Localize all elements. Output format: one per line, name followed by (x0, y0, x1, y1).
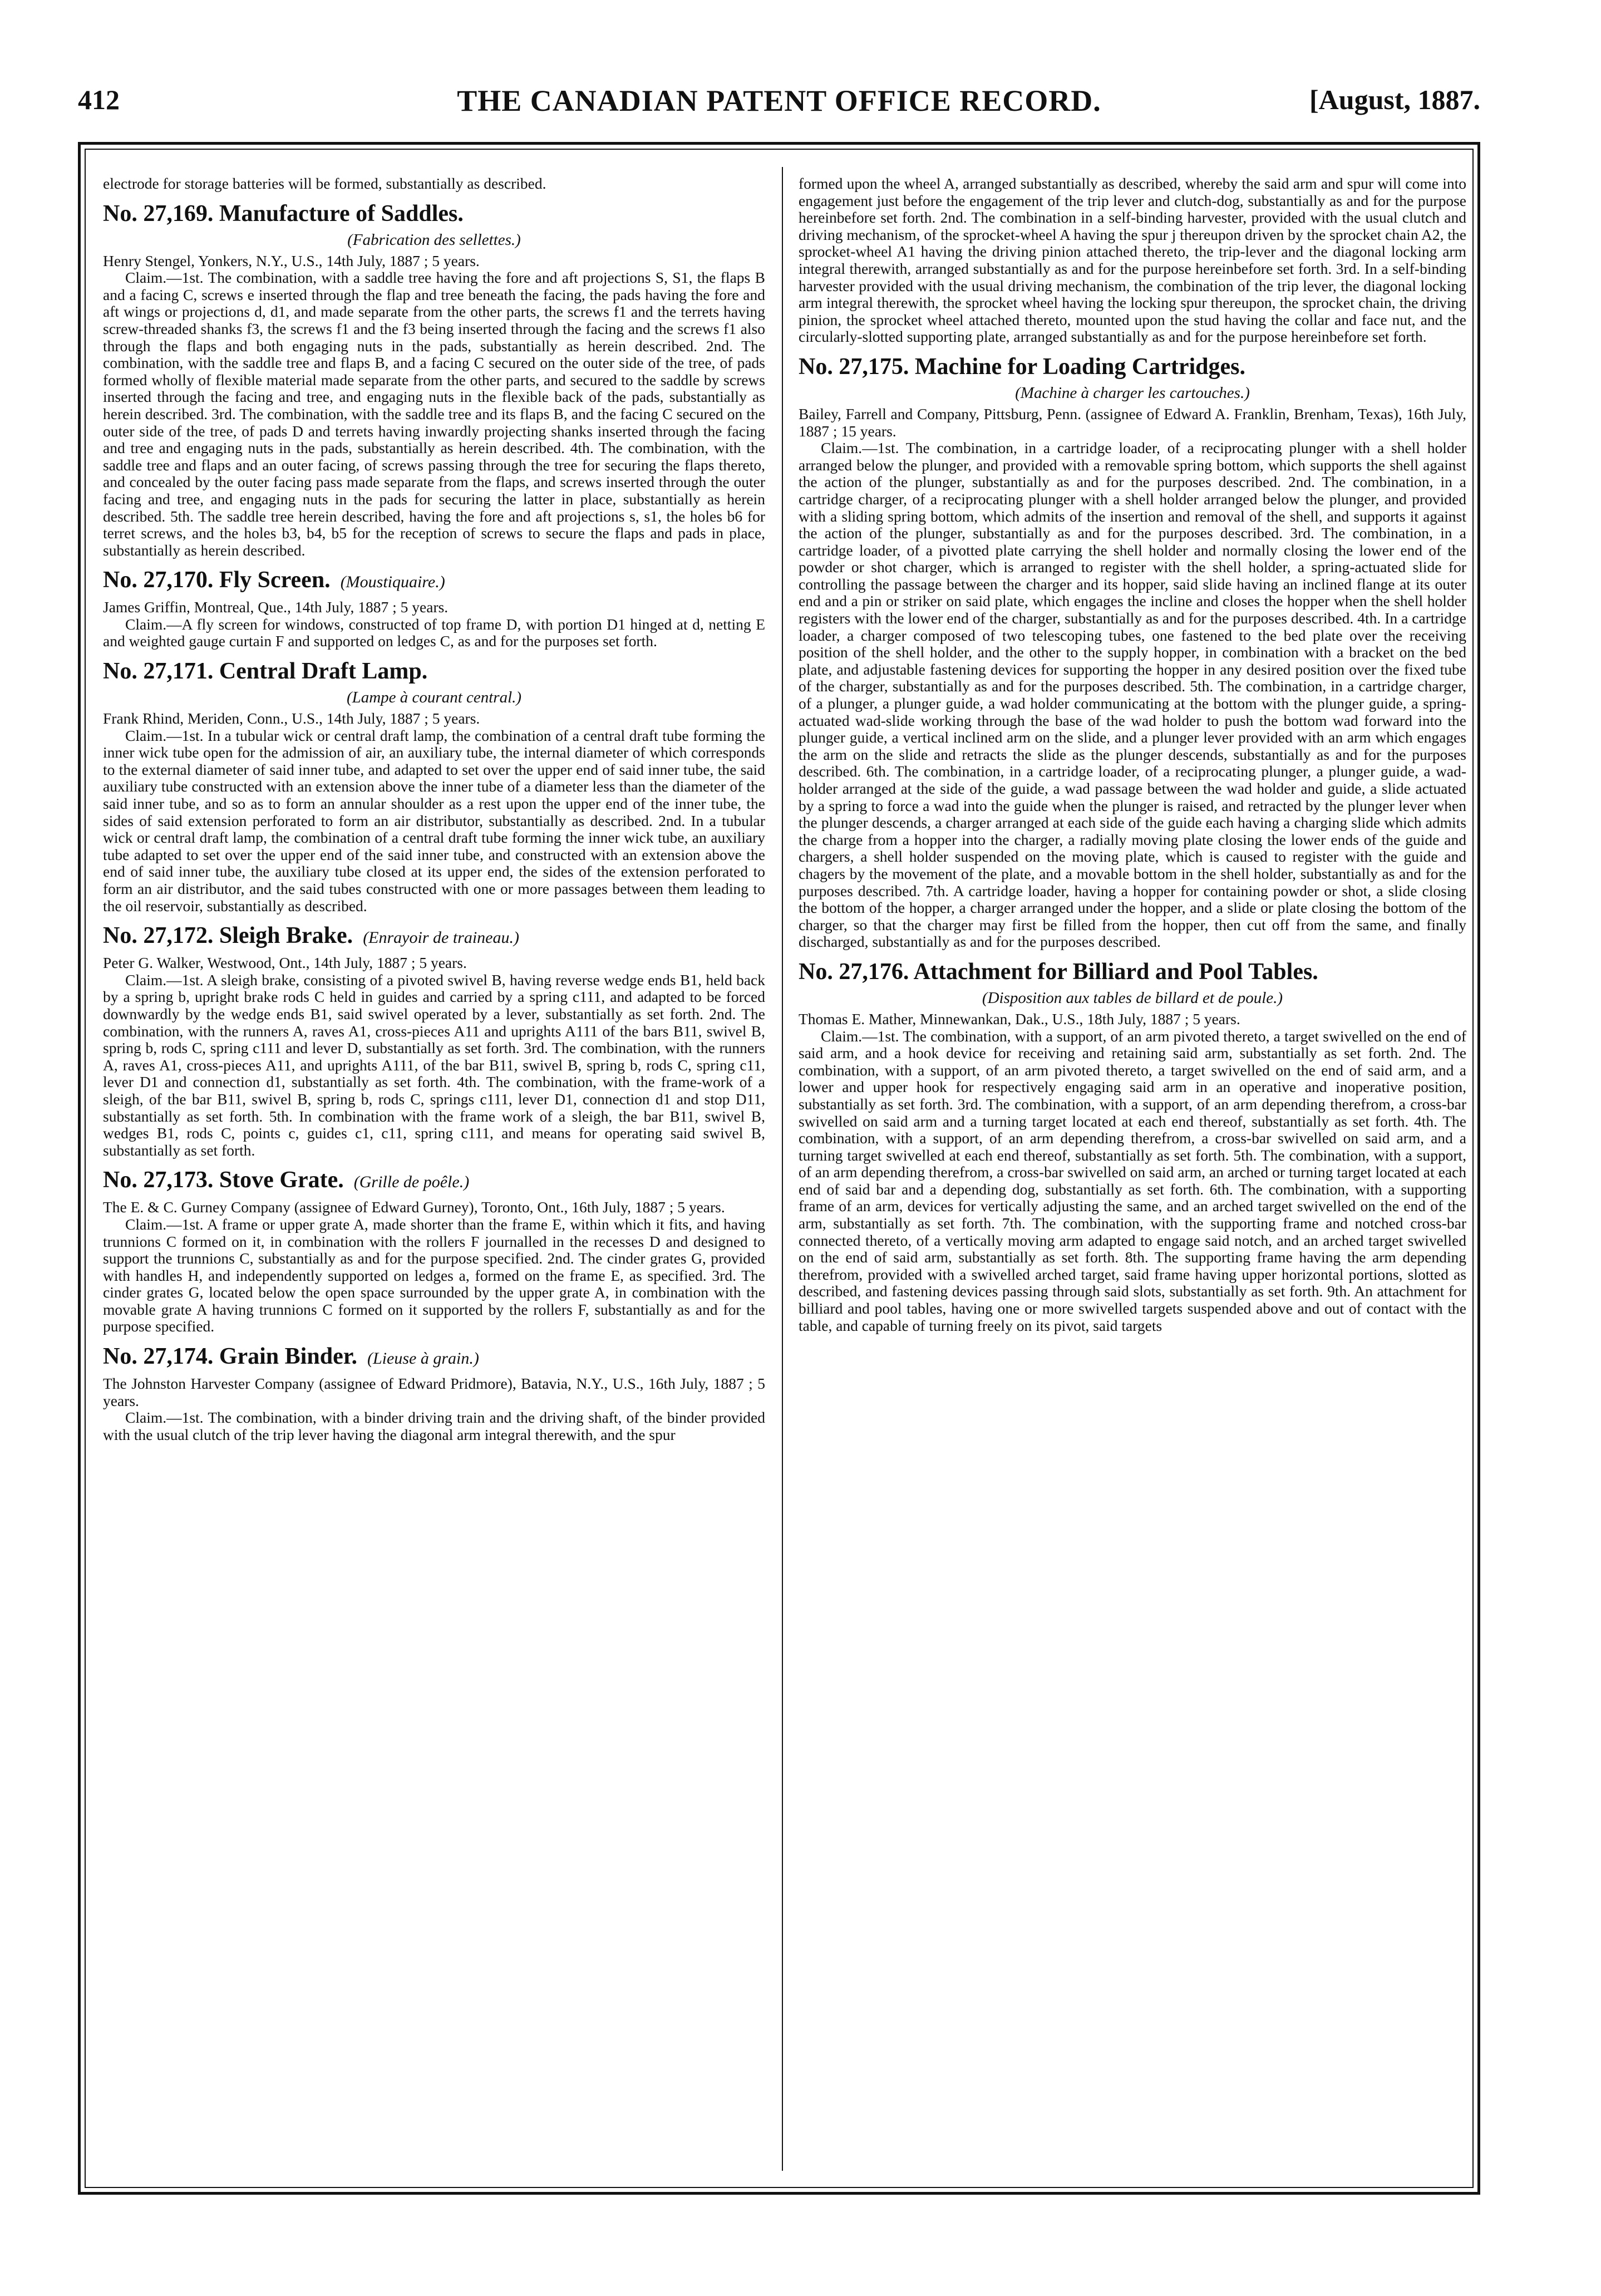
patentee: Thomas E. Mather, Minnewankan, Dak., U.S., 18th July, 1887 ; 5 years. (799, 1010, 1240, 1027)
column-divider (782, 167, 783, 2171)
patent-heading: No. 27,176. Attachment for Billiard and Pool Tables. (799, 958, 1318, 985)
patent-heading (103, 566, 765, 597)
patent-heading: No. 27,171. Central Draft Lamp. (103, 658, 428, 685)
claim-text: Claim.—1st. The combination, in a cartridge loader, of a reciprocating plunger with a shell holder arranged below the plunger, and provided with a removable spring bottom, which supports the shell against the action of the plunger, substantially as and for the purposes described. 2nd. The combination, in a cartridge charger, of a reciprocating plunger with a shell holder arranged below the plunger, and provided with a sliding spring bottom, which admits of the insertion and removal of the shell, and supports it against the action of the plunger, substantially as and for the purposes described. 3rd. The combination, in a cartridge loader, of a pivotted plate carrying the shell holder and normally closing the lower end of the powder or shot charger, which is arranged to register with the shell holder, a spring-actuated slide for controlling the passage between the charger and its hopper, said slide having an inclined flange at its outer end and a pin or striker on said plate, which engages the incline and closes the hopper when the shell holder registers with the lower end of the charger, substantially as and for the purposes described. 4th. In a cartridge loader, a charger composed of two telescoping tubes, one fastened to the bed plate over the receiving position of the shell holder, and the other to the supply hopper, in combination with a bracket on the bed plate, and adjustable fastening devices for supporting the hopper in any desired position over the fixed tube of the charger, substantially as and for the purposes described. 5th. The combination, in a cartridge charger, of a plunger, a plunger guide, a wad holder communicating at the bottom with the plunger guide, a spring-actuated wad-slide working through the base of the wad holder to push the bottom wad forward into the plunger guide, a vertical inclined arm on the slide, and a plunger lever provided with an arm which engages the arm on the slide and retracts the slide as the plunger descends, substantially as and for the purposes described. 6th. The combination, in a cartridge loader, of a reciprocating plunger, a plunger guide, a wad-holder arranged at the side of the guide, a wad passage between the wad holder and guide, a slide actuated by a spring to force a wad into the guide when the plunger is raised, and retracted by the plunger lever when the plunger descends, a charger arranged at each side of the guide each having a charging slide which admits the charge from a hopper into the charger, a radially moving plate closing the lower ends of the guide and chargers, a shell holder suspended on the moving plate, which is caused to register with the guide and chagers by the movement of the plate, and a movable bottom in the shell holder, substantially as and for the purposes described. 7th. A cartridge loader, having a hopper for containing powder or shot, a slide closing the bottom of the hopper, a charger arranged under the hopper, and a slide or plate closing the bottom of the charger, so that the charger may first be filled from the hopper, then cut off from the same, and finally discharged, substantially as and for the purposes described. (799, 439, 1466, 951)
intro-text: electrode for storage batteries will be formed, substantially as described. (103, 175, 546, 192)
claim-text: Claim.—1st. A sleigh brake, consisting of a pivoted swivel B, having reverse wedge ends B1, held back by a spring b, upright brake rods C held in guides and carried by a spring c111, and adapted to be forced downwardly by the wedge ends B1, said swivel operated by a lever, substantially as set forth. 2nd. The combination, with the runners A, raves A1, cross-pieces A11 and uprights A111 of the bars B11, swivel B, spring b, rods C, spring c111 and lever D, substantially as set forth. 3rd. The combination, with the runners A, raves A1, cross-pieces A11, and uprights A111, of the bar B11, swivel B, spring b, rods C, spring c11, lever D1 and connection d1, substantially as set forth. 4th. The combination, with the frame-work of a sleigh, of the bar B11, swivel B, spring b, rods C, springs c111, lever D1, connection d1 and stop D11, substantially as set forth. 5th. In combination with the frame work of a sleigh, the bar B11, swivel B, wedges B1, rods C, points c, guides c1, c11, spring c111, and means for operating said swivel B, substantially as set forth. (103, 971, 765, 1159)
french-title: (Machine à charger les cartouches.) (1015, 384, 1250, 402)
patentee: Peter G. Walker, Westwood, Ont., 14th July, 1887 ; 5 years. (103, 954, 467, 972)
french-title: (Lieuse à grain.) (367, 1349, 479, 1368)
claim-text: Claim.—1st. The combination, with a binder driving train and the driving shaft, of the binder provided with the usual clutch of the trip lever having the diagonal arm integral therewith, and the spur (103, 1409, 765, 1443)
patent-27169 (103, 199, 765, 559)
patent-27174 (103, 1342, 765, 1443)
french-title: (Lampe à courant central.) (346, 689, 522, 707)
left-column (103, 175, 765, 2174)
french-title: (Disposition aux tables de billard et de poule.) (982, 989, 1283, 1007)
patent-heading: No. 27,169. Manufacture of Saddles. (103, 200, 464, 227)
patent-heading: No. 27,175. Machine for Loading Cartridges. (799, 353, 1246, 380)
claim-text: Claim.—A fly screen for windows, constructed of top frame D, with portion D1 hinged at d, netting E and weighted gauge curtain F and supported on ledges C, as and for the purposes set forth. (103, 615, 765, 650)
patentee: Henry Stengel, Yonkers, N.Y., U.S., 14th July, 1887 ; 5 years. (103, 252, 480, 269)
french-title: (Grille de poêle.) (353, 1173, 470, 1192)
heading-text: No. 27,173. Stove Grate. (103, 1167, 344, 1193)
patent-heading (103, 1342, 765, 1373)
patentee: Bailey, Farrell and Company, Pittsburg, Penn. (assignee of Edward A. Franklin, Brenham, Texas), 16th July, 1887 ; 15 years. (799, 405, 1466, 440)
patent-27173 (103, 1166, 765, 1335)
patentee: The Johnston Harvester Company (assignee of Edward Pridmore), Batavia, N.Y., U.S., 16th July, 1887 ; 5 years. (103, 1375, 765, 1409)
page-title: THE CANADIAN PATENT OFFICE RECORD. (457, 84, 1101, 117)
french-title: (Moustiquaire.) (340, 573, 445, 592)
page-header (78, 83, 1480, 128)
patent-27176 (799, 957, 1466, 1334)
patentee: Frank Rhind, Meriden, Conn., U.S., 14th July, 1887 ; 5 years. (103, 710, 480, 727)
right-column (799, 175, 1466, 2174)
heading-text: No. 27,172. Sleigh Brake. (103, 923, 353, 949)
claim-text: Claim.—1st. In a tubular wick or central draft lamp, the combination of a central draft tube forming the inner wick tube open for the admission of air, an auxiliary tube, the internal diameter of which corresponds to the external diameter of said inner tube, and adapted to set over the upper end of said inner tube, the said auxiliary tube constructed with an extension above the inner tube of a diameter less than the diameter of the said inner tube, and so as to form an annular shoulder as a rest upon the upper end of the inner tube, the sides of said extension perforated to form an air distributor, substantially as described. 2nd. In a tubular wick or central draft lamp, the combination of a central draft tube forming the inner wick tube, an auxiliary tube adapted to set over the upper end of the said inner tube, and constructed with an extension above the end of said inner tube, the auxiliary tube closed at its upper end, the sides of the extension perforated to form an air distributor, and the said tubes constructed with one or more passages between them leading to the oil reservoir, substantially as described. (103, 726, 765, 915)
claim-text: Claim.—1st. The combination, with a saddle tree having the fore and aft projections S, S1, the flaps B and a facing C, screws e inserted through the flap and tree beneath the facing, the pads having the fore and aft wings or projections d, d1, and made separate from the other parts, the screws f1 and the terrets having screw-threaded shanks f3, the screws f1 and the f3 being inserted through the facing and the screws f1 also through the flaps and both engaging nuts in the pads, substantially as herein described. 2nd. The combination, with the saddle tree and flaps B, and a facing C secured on the outer side of the tree, of pads formed wholly of flexible material made separate from the other parts, and secured to the saddle by screws inserted through the facing and tree, and engaging nuts in the flexible back of the pads, substantially as herein described. 3rd. The combination, with the saddle tree and its flaps B, and the facing C secured on the outer side of the tree, of pads D and terrets having inwardly projecting shanks inserted through the facing and tree and engaging nuts in the pads, substantially as herein described. 4th. The combination, with the saddle tree and flaps and an outer facing, of screws passing through the tree for securing the flaps thereto, and concealed by the outer facing pass made separate from the flaps, and screws inserted through the outer facing and tree, and engaging nuts in the pads for securing the latter in place, substantially as herein described. 5th. The saddle tree herein described, having the fore and aft projections s, s1, the holes b6 for terret screws, and the holes b3, b4, b5 for the reception of screws to secure the flaps and pads in place, substantially as herein described. (103, 269, 765, 559)
claim-text: Claim.—1st. The combination, with a support, of an arm pivoted thereto, a target swivelled on the end of said arm, and a hook device for receiving and retaining said arm, substantially as set forth. 2nd. The combination, with a support, of an arm pivoted thereto, a target swivelled on the end of said arm, and a lower and upper hook for respectively engaging said arm in an operative and inoperative position, substantially as set forth. 3rd. The combination, with a support, of an arm depending therefrom, a cross-bar swivelled on said arm and a turning target located at each end thereof, substantially as set forth. 4th. The combination, with a support, of an arm depending therefrom, a cross-bar swivelled on said arm, and a turning target swivelled at each end thereof, substantially as set forth. 5th. The combination, with a support, of an arm depending therefrom, a cross-bar swivelled on said arm, an arched or turning target located at each end of said bar and a depending dog, substantially as set forth. 6th. The combination, with a supporting frame of an arm, devices for vertically adjusting the same, and an arched target swivelled on the end of the arm, substantially as set forth. 7th. The combination, with the supporting frame and notched cross-bar connected thereto, of a vertically moving arm adapted to engage said notch, and an arched target swivelled on the end of said arm, substantially as set forth. 8th. The supporting frame having the arm depending therefrom, provided with a swivelled arched target, said frame having upper horizontal portions, slotted as described, and fastening devices passing through said slots, substantially as set forth. 9th. An attachment for billiard and pool tables, having one or more swivelled targets suspended above and out of contact with the table, and capable of turning freely on its pivot, said targets (799, 1027, 1466, 1334)
patent-27172 (103, 921, 765, 1159)
continuation-text: formed upon the wheel A, arranged substantially as described, whereby the said arm and spur will come into engagement just before the engagement of the trip lever and clutch-dog, substantially as and for the purpose hereinbefore set forth. 2nd. The combination in a self-binding harvester, provided with the usual clutch and driving mechanism, of the sprocket-wheel A having the spur j thereupon driven by the sprocket chain A2, the sprocket-wheel A1 having the driving pinion attached thereto, the trip-lever and the diagonal locking arm integral therewith, arranged substantially as and for the purpose hereinbefore set forth. 3rd. In a self-binding harvester provided with the usual driving mechanism, the combination of the trip lever, the diagonal locking arm integral therewith, the sprocket wheel having the locking spur thereupon, the sprocket chain, the driving pinion, the sprocket wheel attached thereto, mounted upon the stud having the collar and face nut, and the circularly-slotted supporting plate, arranged substantially as and for the purpose hereinbefore set forth. (799, 175, 1466, 346)
french-title: (Enrayoir de traineau.) (363, 928, 519, 947)
patent-27171 (103, 657, 765, 915)
patent-27170 (103, 566, 765, 650)
french-title: (Fabrication des sellettes.) (347, 230, 521, 249)
claim-text: Claim.—1st. A frame or upper grate A, made shorter than the frame E, within which it fits, and having trunnions C formed on it, in combination with the rollers F journalled in the recesses D and designed to support the trunnions C, substantially as and for the purpose specified. 2nd. The cinder grates G, provided with handles H, and independently supported on ledges a, formed on the frame E, as specified. 3rd. The cinder grates G, located below the open space surrounded by the upper grate A, in combination with the movable grate A having trunnions C formed on it supported by the rollers F, substantially as and for the purpose specified. (103, 1215, 765, 1335)
heading-text: No. 27,174. Grain Binder. (103, 1344, 357, 1370)
issue-date: [August, 1887. (1309, 84, 1480, 115)
page-number: 412 (78, 84, 120, 115)
patentee: The E. & C. Gurney Company (assignee of Edward Gurney), Toronto, Ont., 16th July, 1887 ; 5 years. (103, 1198, 725, 1216)
heading-text: No. 27,170. Fly Screen. (103, 567, 331, 593)
patent-heading (103, 1166, 765, 1197)
patentee: James Griffin, Montreal, Que., 14th July, 1887 ; 5 years. (103, 598, 449, 616)
patent-27175 (799, 352, 1466, 951)
patent-heading (103, 921, 765, 952)
